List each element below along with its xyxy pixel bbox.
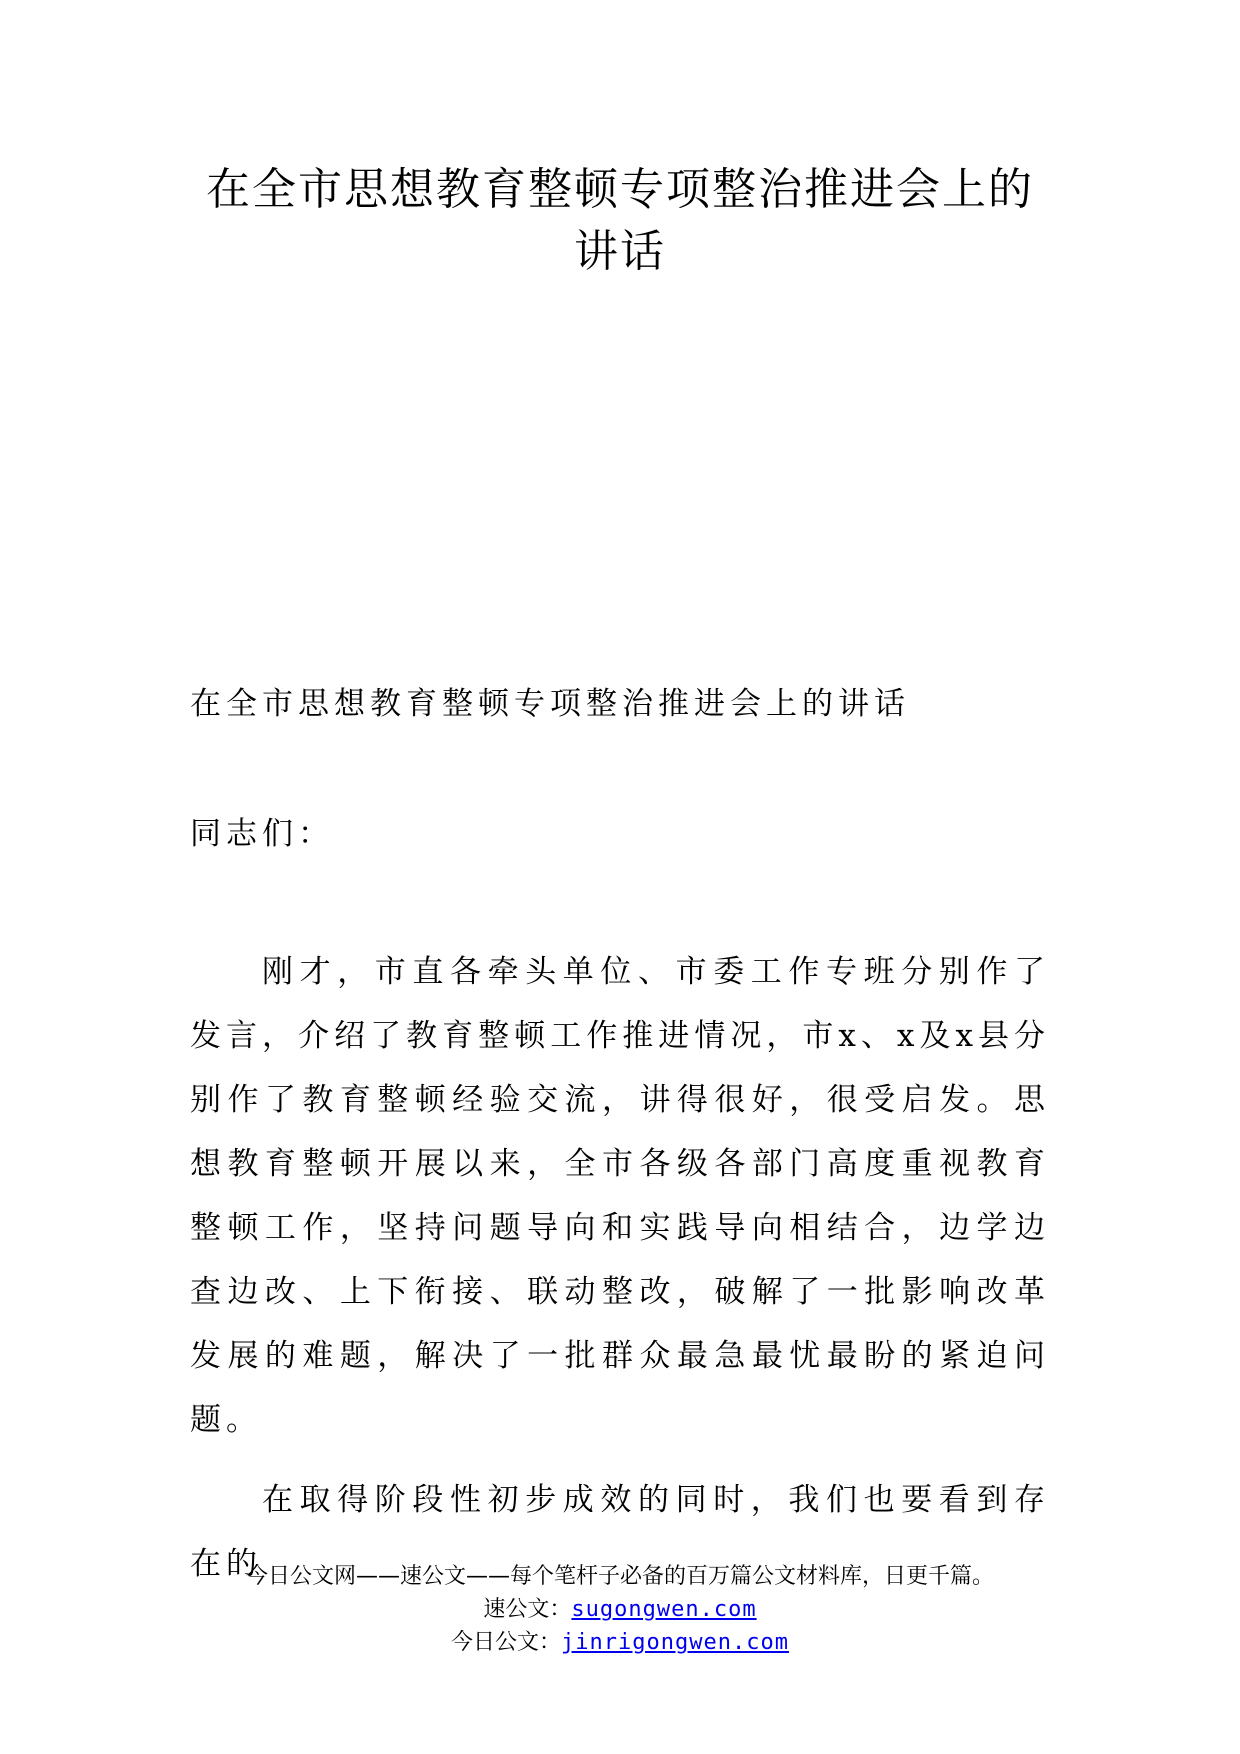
document-title-line-1: 在全市思想教育整顿专项整治推进会上的 <box>206 164 1034 215</box>
footer-jinrigongwen <box>0 1626 1240 1659</box>
document-title-line-2: 讲话 <box>574 226 666 277</box>
footer <box>0 1560 1240 1659</box>
jinrigongwen-link[interactable]: jinrigongwen.com <box>561 1630 789 1655</box>
salutation: 同志们： <box>190 816 334 852</box>
footer-tagline: 今日公文网——速公文——每个笔杆子必备的百万篇公文材料库，日更千篇。 <box>245 1564 994 1589</box>
body-paragraph-2: 在取得阶段性初步成效的同时，我们也要看到存在的 <box>190 1482 1050 1582</box>
document-subtitle: 在全市思想教育整顿专项整治推进会上的讲话 <box>190 686 910 722</box>
sugongwen-link[interactable]: sugongwen.com <box>571 1597 757 1622</box>
sugongwen-label: 速公文： <box>483 1597 572 1622</box>
footer-sugongwen <box>0 1593 1240 1626</box>
body-paragraph-1: 刚才，市直各牵头单位、市委工作专班分别作了发言，介绍了教育整顿工作推进情况，市x、x及x县分别作了教育整顿经验交流，讲得很好，很受启发。思想教育整顿开展以来，全市各级各部门高度重视教育整顿工作，坚持问题导向和实践导向相结合，边学边查边改、上下衔接、联动整改，破解了一批影响改革发展的难题，解决了一批群众最急最忧最盼的紧迫问题。 <box>190 954 1050 1438</box>
jinrigongwen-label: 今日公文： <box>451 1630 562 1655</box>
